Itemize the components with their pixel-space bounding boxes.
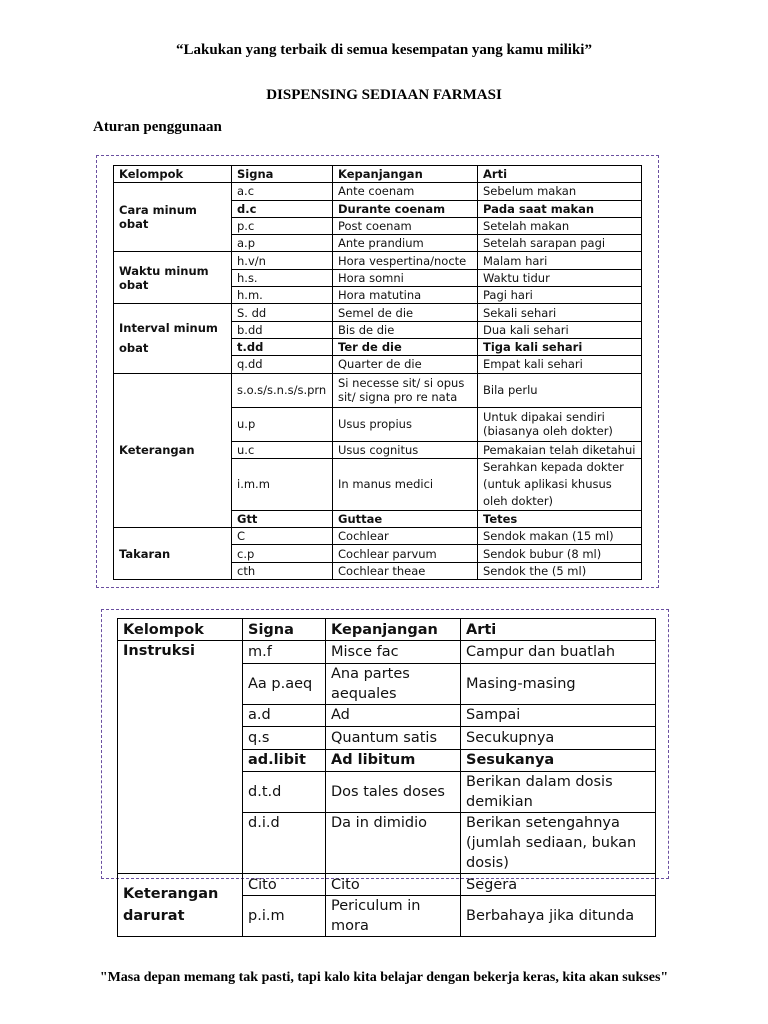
kepanjangan-cell: Usus cognitus bbox=[333, 441, 478, 458]
arti-cell: Sendok bubur (8 ml) bbox=[478, 545, 642, 562]
signa-cell: u.c bbox=[232, 441, 333, 458]
arti-cell: Pagi hari bbox=[478, 287, 642, 304]
kepanjangan-cell: Cochlear theae bbox=[333, 562, 478, 579]
arti-cell: Berikan setengahnya (jumlah sediaan, bukan dosis) bbox=[461, 812, 656, 873]
arti-cell: Setelah sarapan pagi bbox=[478, 235, 642, 252]
table-row bbox=[118, 641, 656, 663]
arti-cell: Sendok the (5 ml) bbox=[478, 562, 642, 579]
signa-cell: h.v/n bbox=[232, 252, 333, 269]
kepanjangan-cell: Usus propius bbox=[333, 407, 478, 441]
table-row bbox=[114, 373, 642, 407]
signa-cell: d.t.d bbox=[243, 771, 326, 812]
group-interval-minum: Interval minum obat bbox=[114, 304, 232, 373]
kepanjangan-cell: Post coenam bbox=[333, 217, 478, 234]
group-instruksi: Instruksi bbox=[118, 641, 243, 874]
signa-cell: h.m. bbox=[232, 287, 333, 304]
instruction-table bbox=[117, 618, 656, 937]
signa-cell: q.s bbox=[243, 727, 326, 749]
kepanjangan-cell: Dos tales doses bbox=[326, 771, 461, 812]
arti-cell: Sampai bbox=[461, 704, 656, 726]
signa-cell: t.dd bbox=[232, 338, 333, 355]
arti-cell: Serahkan kepada dokter (untuk aplikasi khusus oleh dokter) bbox=[478, 458, 642, 510]
arti-cell: Tetes bbox=[478, 510, 642, 527]
kepanjangan-cell: Ad libitum bbox=[326, 749, 461, 771]
arti-cell: Berikan dalam dosis demikian bbox=[461, 771, 656, 812]
arti-cell: Waktu tidur bbox=[478, 269, 642, 286]
signa-cell: a.p bbox=[232, 235, 333, 252]
arti-cell: Sendok makan (15 ml) bbox=[478, 528, 642, 545]
signa-cell: Aa p.aeq bbox=[243, 663, 326, 704]
arti-cell: Sekali sehari bbox=[478, 304, 642, 321]
kepanjangan-cell: Quarter de die bbox=[333, 356, 478, 373]
arti-cell: Sebelum makan bbox=[478, 183, 642, 200]
signa-cell: S. dd bbox=[232, 304, 333, 321]
arti-cell: Pemakaian telah diketahui bbox=[478, 441, 642, 458]
kepanjangan-cell: In manus medici bbox=[333, 458, 478, 510]
arti-cell: Berbahaya jika ditunda bbox=[461, 896, 656, 937]
table-row bbox=[118, 873, 656, 895]
kepanjangan-cell: Ante coenam bbox=[333, 183, 478, 200]
signa-cell: a.d bbox=[243, 704, 326, 726]
kepanjangan-cell: Misce fac bbox=[326, 641, 461, 663]
header-signa: Signa bbox=[232, 166, 333, 183]
kepanjangan-cell: Quantum satis bbox=[326, 727, 461, 749]
signa-cell: c.p bbox=[232, 545, 333, 562]
signa-cell: q.dd bbox=[232, 356, 333, 373]
header-signa: Signa bbox=[243, 619, 326, 641]
signa-cell: Cito bbox=[243, 873, 326, 895]
section-label: Aturan penggunaan bbox=[93, 119, 222, 135]
arti-cell: Untuk dipakai sendiri (biasanya oleh dokter) bbox=[478, 407, 642, 441]
signa-cell: u.p bbox=[232, 407, 333, 441]
arti-cell: Bila perlu bbox=[478, 373, 642, 407]
top-quote: “Lakukan yang terbaik di semua kesempatan yang kamu miliki” bbox=[176, 42, 592, 58]
arti-cell: Dua kali sehari bbox=[478, 321, 642, 338]
kepanjangan-cell: Cochlear parvum bbox=[333, 545, 478, 562]
signa-cell: s.o.s/s.n.s/s.prn bbox=[232, 373, 333, 407]
table-row bbox=[114, 528, 642, 545]
signa-cell: p.c bbox=[232, 217, 333, 234]
header-kepanjangan: Kepanjangan bbox=[333, 166, 478, 183]
signa-cell: m.f bbox=[243, 641, 326, 663]
arti-cell: Secukupnya bbox=[461, 727, 656, 749]
kepanjangan-cell: Ana partes aequales bbox=[326, 663, 461, 704]
table-row bbox=[114, 252, 642, 269]
kepanjangan-cell: Durante coenam bbox=[333, 200, 478, 217]
arti-cell: Setelah makan bbox=[478, 217, 642, 234]
arti-cell: Segera bbox=[461, 873, 656, 895]
arti-cell: Sesukanya bbox=[461, 749, 656, 771]
group-keterangan: Keterangan bbox=[114, 373, 232, 528]
table-header-row bbox=[114, 166, 642, 183]
arti-cell: Empat kali sehari bbox=[478, 356, 642, 373]
signa-cell: a.c bbox=[232, 183, 333, 200]
kepanjangan-cell: Ante prandium bbox=[333, 235, 478, 252]
document-title: DISPENSING SEDIAAN FARMASI bbox=[266, 87, 502, 103]
signa-cell: ad.libit bbox=[243, 749, 326, 771]
arti-cell: Campur dan buatlah bbox=[461, 641, 656, 663]
kepanjangan-cell: Hora vespertina/nocte bbox=[333, 252, 478, 269]
table-row bbox=[114, 183, 642, 200]
kepanjangan-cell: Ter de die bbox=[333, 338, 478, 355]
kepanjangan-cell: Da in dimidio bbox=[326, 812, 461, 873]
usage-rules-table bbox=[113, 165, 642, 580]
arti-cell: Malam hari bbox=[478, 252, 642, 269]
table-row bbox=[114, 304, 642, 321]
kepanjangan-cell: Cito bbox=[326, 873, 461, 895]
header-kelompok: Kelompok bbox=[118, 619, 243, 641]
signa-cell: i.m.m bbox=[232, 458, 333, 510]
signa-cell: d.i.d bbox=[243, 812, 326, 873]
table-header-row bbox=[118, 619, 656, 641]
group-cara-minum: Cara minum obat bbox=[114, 183, 232, 252]
header-arti: Arti bbox=[478, 166, 642, 183]
header-kepanjangan: Kepanjangan bbox=[326, 619, 461, 641]
bottom-quote: "Masa depan memang tak pasti, tapi kalo kita belajar dengan bekerja keras, kita akan sukses" bbox=[99, 970, 669, 985]
kepanjangan-cell: Si necesse sit/ si opus sit/ signa pro re nata bbox=[333, 373, 478, 407]
signa-cell: b.dd bbox=[232, 321, 333, 338]
header-arti: Arti bbox=[461, 619, 656, 641]
group-keterangan-darurat: Keterangan darurat bbox=[118, 873, 243, 936]
group-waktu-minum: Waktu minum obat bbox=[114, 252, 232, 304]
kepanjangan-cell: Semel de die bbox=[333, 304, 478, 321]
kepanjangan-cell: Periculum in mora bbox=[326, 896, 461, 937]
signa-cell: h.s. bbox=[232, 269, 333, 286]
arti-cell: Tiga kali sehari bbox=[478, 338, 642, 355]
signa-cell: d.c bbox=[232, 200, 333, 217]
kepanjangan-cell: Bis de die bbox=[333, 321, 478, 338]
signa-cell: C bbox=[232, 528, 333, 545]
arti-cell: Masing-masing bbox=[461, 663, 656, 704]
kepanjangan-cell: Hora somni bbox=[333, 269, 478, 286]
kepanjangan-cell: Cochlear bbox=[333, 528, 478, 545]
kepanjangan-cell: Hora matutina bbox=[333, 287, 478, 304]
kepanjangan-cell: Guttae bbox=[333, 510, 478, 527]
kepanjangan-cell: Ad bbox=[326, 704, 461, 726]
arti-cell: Pada saat makan bbox=[478, 200, 642, 217]
header-kelompok: Kelompok bbox=[114, 166, 232, 183]
group-takaran: Takaran bbox=[114, 528, 232, 580]
signa-cell: Gtt bbox=[232, 510, 333, 527]
signa-cell: cth bbox=[232, 562, 333, 579]
signa-cell: p.i.m bbox=[243, 896, 326, 937]
